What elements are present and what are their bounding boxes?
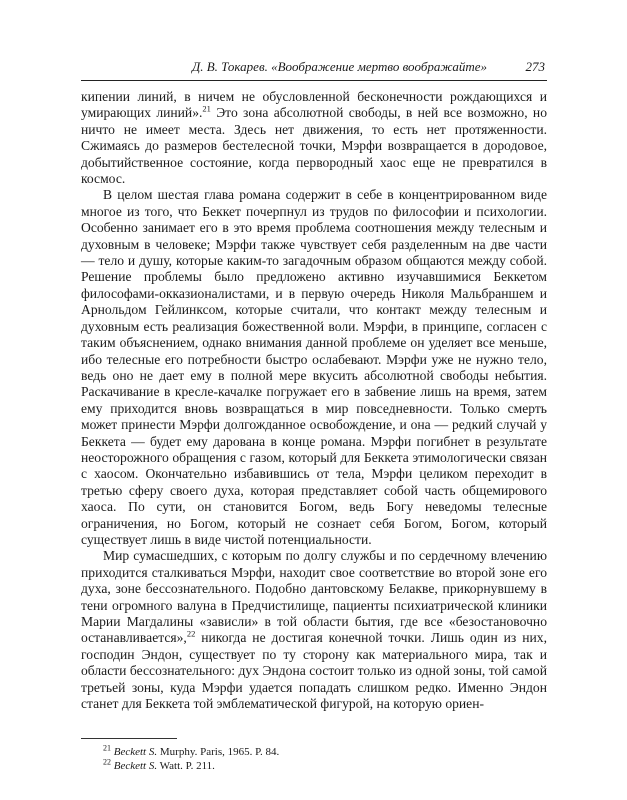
paragraph [81, 548, 547, 712]
running-head [81, 56, 547, 78]
paragraph [81, 89, 547, 187]
footnote [81, 745, 547, 759]
paragraph-text: кипении линий, в ничем не обусловленной бесконечности рождающихся и умирающих линий». [81, 89, 547, 121]
paragraph-text: никогда не достигая конечной точки. Лишь один из них, господин Эндон, существует по ту сторону как материального мира, так и области бессознательного: дух Эндона состоит только из одной зоны, той самой третьей зоны, куда Мэрфи удается попадать слишком редко. Именно Эндон станет для Беккета той эмблематической фигурой, на которую ориен- [81, 630, 547, 712]
footnotes [81, 745, 547, 773]
footnote-citation: Watt. P. 211. [157, 760, 215, 773]
paragraph [81, 187, 547, 548]
book-page [81, 56, 547, 773]
paragraph-text: Это зона абсолютной свободы, в ней все возможно, но ничто не имеет места. Здесь нет движения, то есть нет протяженности. Сжимаясь до размеров бестелесной точки, Мэрфи возвращается в дородовое, добытийственное состояние, когда первородный хаос еще не превратился в космос. [81, 105, 547, 187]
page-number: 273 [525, 59, 545, 74]
footnote-reference[interactable]: 22 [186, 628, 196, 639]
footnote [81, 759, 547, 773]
footnote-number: 21 [103, 743, 111, 753]
running-head-title: Д. В. Токарев. «Воображение мертво воображайте» [191, 59, 487, 74]
body-text [81, 89, 547, 712]
paragraph-text: Мир сумасшедших, с которым по долгу службы и по сердечному влечению приходится сталкиваться Мэрфи, находит свое соответствие во второй зоне его духа, зоне бессознательного. Подобно дантовскому Белакве, прикорнувшему в тени огромного валуна в Предчистилище, пациенты психиатрической клиники Марии Магдалины «зависли» в той области бытия, где все «безостановочно останавливается», [81, 548, 547, 646]
footnote-number: 22 [103, 757, 111, 767]
footnote-citation: Murphy. Paris, 1965. P. 84. [157, 746, 280, 759]
paragraph-text: В целом шестая глава романа содержит в себе в концентрированном виде многое из того, что Беккет почерпнул из трудов по философии и психологии. Особенно занимает его в это время проблема соотношения между телесным и духовным в человеке; Мэрфи также чувствует себя разделенным на две части — тело и душу, которые каким-то загадочным образом общаются между собой. Решение проблемы было предложено активно изучавшимися Беккетом философами-окказионалистами, и в первую очередь Николя Мальбраншем и Арнольдом Гейлинксом, которые считали, что контакт между телесным и духовным есть реализация божественной воли. Мэрфи, в принципе, согласен с таким объяснением, однако внимания данной проблеме он уделяет все меньше, ибо телесные его потребности быстро ослабевают. Мэрфи уже не нужно тело, ведь оно не дает ему в полной мере вкусить абсолютной свободы небытия. Раскачивание в кресле-качалке погружает его в забвение лишь на время, затем ему приходится вновь возвращаться в мир повседневности. Только смерть может принести Мэрфи долгожданное освобождение, и она — редкий случай у Беккета — будет ему дарована в конце романа. Мэрфи погибнет в результате неосторожного обращения с газом, который для Беккета этимологически связан с хаосом. Окончательно избавившись от тела, Мэрфи целиком переходит в третью сферу своего духа, которая представляет собой часть общемирового хаоса. По сути, он становится Богом, ведь Богу неведомы телесные ограничения, но Богом, который не сознает себя Богом, Богом, который существует лишь в виде чистой потенциальности. [81, 187, 547, 547]
footnote-author: Beckett S. [113, 746, 158, 759]
footnote-reference[interactable]: 21 [202, 103, 211, 114]
footnote-author: Beckett S. [113, 760, 158, 773]
footnote-rule [81, 738, 177, 739]
header-rule [81, 80, 547, 81]
